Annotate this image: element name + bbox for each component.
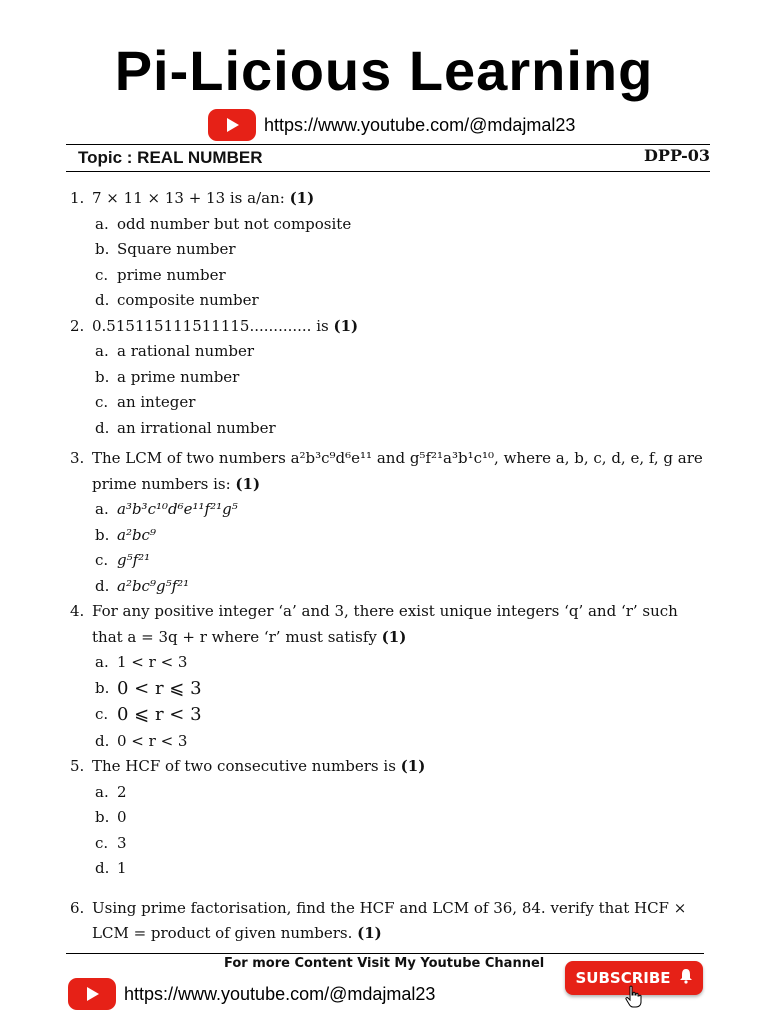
lcm-expression-1: a²b³c⁹d⁶e¹¹ bbox=[290, 449, 373, 467]
option-letter: b. bbox=[95, 367, 110, 386]
option-text: a rational number bbox=[117, 342, 255, 360]
option-letter: d. bbox=[95, 418, 110, 437]
option bbox=[0, 288, 768, 314]
question-4 bbox=[0, 599, 768, 650]
option bbox=[0, 780, 768, 806]
option-letter: b. bbox=[95, 525, 110, 544]
option-text: a²bc⁹ bbox=[117, 525, 156, 544]
footer-visit-text: For more Content Visit My Youtube Channel bbox=[224, 956, 545, 971]
option-letter: b. bbox=[95, 808, 110, 826]
youtube-url[interactable]: https://www.youtube.com/@mdajmal23 bbox=[124, 983, 436, 1004]
bell-icon bbox=[679, 968, 693, 988]
option bbox=[0, 497, 768, 523]
question-number: 5. bbox=[70, 757, 85, 775]
option-text: 1 < r < 3 bbox=[117, 653, 188, 671]
option bbox=[0, 365, 768, 391]
question-number: 2. bbox=[70, 316, 85, 335]
option-text: an integer bbox=[117, 393, 196, 411]
option-text: 1 bbox=[117, 859, 127, 877]
option-text: odd number but not composite bbox=[117, 214, 352, 233]
question-text: 0.515115111511115............. is bbox=[92, 316, 334, 335]
option-letter: c. bbox=[95, 705, 109, 723]
topic-bar bbox=[66, 144, 710, 172]
option-text: prime number bbox=[117, 265, 226, 284]
question-marks: (1) bbox=[381, 627, 407, 646]
option bbox=[0, 523, 768, 549]
question-6 bbox=[0, 896, 768, 947]
option bbox=[0, 729, 768, 755]
option-letter: a. bbox=[95, 214, 109, 233]
topic-label: Topic : REAL NUMBER bbox=[78, 148, 263, 167]
option bbox=[0, 390, 768, 416]
subscribe-label: SUBSCRIBE bbox=[575, 969, 671, 987]
option-letter: d. bbox=[95, 731, 110, 750]
option-letter: c. bbox=[95, 393, 109, 411]
dpp-label: DPP-03 bbox=[644, 146, 710, 165]
option-text: 0 < r < 3 bbox=[117, 731, 188, 750]
option-letter: c. bbox=[95, 265, 109, 284]
option bbox=[0, 574, 768, 600]
question-number: 4. bbox=[70, 602, 85, 620]
option-text: 0 bbox=[117, 808, 127, 826]
option bbox=[0, 548, 768, 574]
option-letter: a. bbox=[95, 782, 109, 801]
option bbox=[0, 676, 768, 703]
option bbox=[0, 856, 768, 882]
option bbox=[0, 212, 768, 238]
option-text: 0 < r ⩽ 3 bbox=[117, 677, 202, 699]
option-text: a³b³c¹⁰d⁶e¹¹f²¹g⁵ bbox=[117, 500, 238, 518]
question-text: Using prime factorisation, find the HCF and LCM of 36, 84. verify that HCF × LCM = product of given numbers. bbox=[92, 898, 687, 942]
hand-cursor-icon bbox=[624, 985, 644, 1013]
option-letter: c. bbox=[95, 551, 109, 569]
youtube-link-header[interactable] bbox=[208, 108, 575, 142]
question-text-before: The LCM of two numbers bbox=[92, 449, 291, 467]
question-text: The HCF of two consecutive numbers is bbox=[92, 757, 401, 775]
option bbox=[0, 702, 768, 729]
question-text: 7 × 11 × 13 + 13 is a/an: bbox=[92, 189, 290, 207]
footer-divider bbox=[66, 953, 704, 954]
question-2 bbox=[0, 314, 768, 340]
option-text: Square number bbox=[117, 240, 236, 258]
option bbox=[0, 416, 768, 442]
question-marks: (1) bbox=[289, 189, 315, 207]
option-letter: b. bbox=[95, 240, 110, 258]
question-text-after: , where a, b, c, d, e, f, g are prime numbers is: bbox=[92, 449, 703, 493]
option bbox=[0, 831, 768, 857]
option-text: 3 bbox=[117, 833, 127, 852]
option-text: 2 bbox=[117, 782, 127, 801]
option-text: composite number bbox=[117, 291, 259, 309]
option-letter: c. bbox=[95, 833, 109, 852]
option bbox=[0, 650, 768, 676]
option bbox=[0, 339, 768, 365]
youtube-link-footer[interactable] bbox=[68, 978, 435, 1010]
option-text: a prime number bbox=[117, 367, 240, 386]
question-number: 3. bbox=[70, 449, 85, 467]
option-letter: b. bbox=[95, 678, 110, 697]
question-text-mid: and bbox=[372, 449, 410, 467]
question-list bbox=[0, 186, 768, 947]
youtube-url[interactable]: https://www.youtube.com/@mdajmal23 bbox=[264, 114, 576, 135]
question-marks: (1) bbox=[333, 316, 359, 335]
option-text: 0 ⩽ r < 3 bbox=[117, 704, 202, 725]
question-text: For any positive integer ‘a’ and 3, there exist unique integers ‘q’ and ‘r’ such that a = 3q + r where ‘r’ must satisfy bbox=[92, 602, 678, 646]
question-5 bbox=[0, 754, 768, 780]
option-text: an irrational number bbox=[117, 418, 276, 437]
question-marks: (1) bbox=[400, 757, 426, 775]
option-letter: d. bbox=[95, 291, 110, 309]
lcm-expression-2: g⁵f²¹a³b¹c¹⁰ bbox=[409, 449, 495, 467]
question-number: 6. bbox=[70, 898, 85, 917]
question-number: 1. bbox=[70, 189, 85, 207]
option-text: g⁵f²¹ bbox=[117, 551, 151, 569]
option bbox=[0, 263, 768, 289]
question-3 bbox=[0, 446, 768, 497]
option-letter: d. bbox=[95, 576, 110, 595]
question-1 bbox=[0, 186, 768, 212]
question-marks: (1) bbox=[235, 474, 261, 493]
youtube-play-icon bbox=[68, 978, 116, 1010]
option-letter: a. bbox=[95, 342, 109, 360]
option-text: a²bc⁹g⁵f²¹ bbox=[117, 576, 190, 595]
option-letter: a. bbox=[95, 653, 109, 671]
option-letter: a. bbox=[95, 500, 109, 518]
option bbox=[0, 237, 768, 263]
page-title: Pi-Licious Learning bbox=[114, 39, 654, 102]
option-letter: d. bbox=[95, 859, 110, 877]
option bbox=[0, 805, 768, 831]
youtube-play-icon bbox=[208, 109, 256, 141]
question-marks: (1) bbox=[357, 924, 382, 942]
